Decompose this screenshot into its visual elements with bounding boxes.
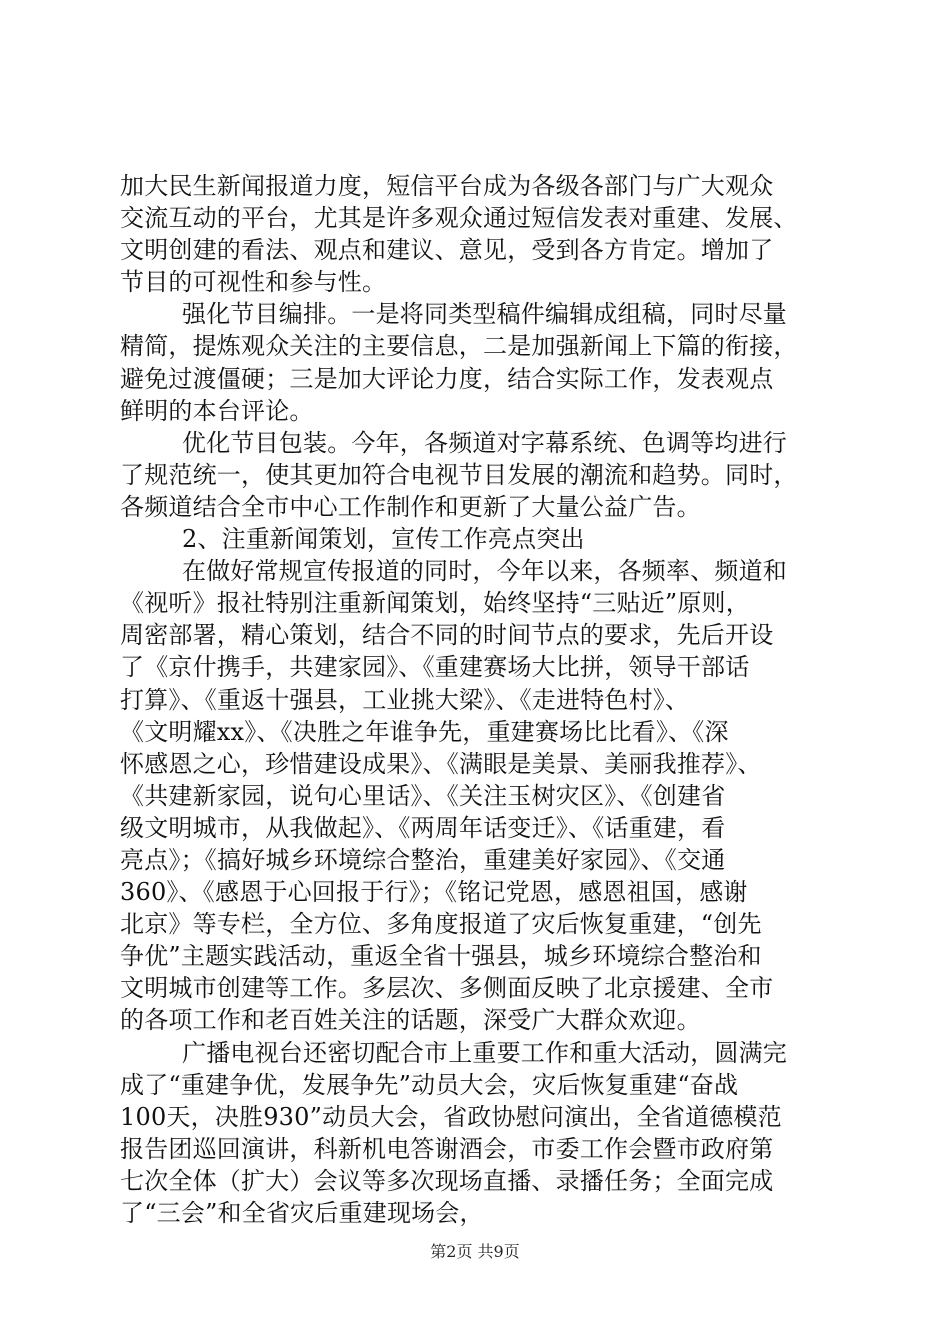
text-line: 交流互动的平台，尤其是许多观众通过短信发表对重建、发展、 <box>120 204 798 233</box>
text-line: 加大民生新闻报道力度，短信平台成为各级各部门与广大观众 <box>120 172 774 200</box>
text-line: 《共建新家园，说句心里话》、《关注玉树灾区》、《创建省 <box>120 781 726 810</box>
text-line: 争优”主题实践活动，重返全省十强县，城乡环境综合整治和 <box>120 942 762 971</box>
text-line: 文明城市创建等工作。多层次、多侧面反映了北京援建、全市 <box>120 974 774 1003</box>
paragraph-first-line: 在做好常规宣传报道的同时，今年以来，各频率、频道和 <box>182 557 787 586</box>
text-line: 亮点》；《搞好城乡环境综合整治，重建美好家园》、《交通 <box>120 845 726 874</box>
paragraph-first-line: 强化节目编排。一是将同类型稿件编辑成组稿，同时尽量 <box>182 300 787 329</box>
text-line: 了“三会”和全省灾后重建现场会， <box>120 1199 484 1227</box>
text-line: 各频道结合全市中心工作制作和更新了大量公益广告。 <box>120 492 701 521</box>
text-line: 了规范统一，使其更加符合电视节目发展的潮流和趋势。同时， <box>120 460 798 489</box>
text-line: 360》、《感恩于心回报于行》；《铭记党恩，感恩祖国，感谢 <box>120 878 748 907</box>
text-line: 避免过渡僵硬；三是加大评论力度，结合实际工作，发表观点 <box>120 364 774 393</box>
text-line: 周密部署，精心策划，结合不同的时间节点的要求，先后开设 <box>120 621 774 650</box>
text-line: 成了“重建争优，发展争先”动员大会，灾后恢复重建“奋战 <box>120 1070 739 1099</box>
text-line: 精简，提炼观众关注的主要信息，二是加强新闻上下篇的衔接， <box>120 332 798 361</box>
text-line: 100天，决胜930”动员大会，省政协慰问演出，全省道德模范 <box>120 1102 782 1131</box>
paragraph-first-line: 优化节目包装。今年，各频道对字幕系统、色调等均进行 <box>182 428 787 457</box>
text-line: 文明创建的看法、观点和建议、意见，受到各方肯定。增加了 <box>120 236 774 265</box>
text-line: 北京》等专栏，全方位、多角度报道了灾后恢复重建，“创先 <box>120 910 762 939</box>
text-line: 《文明耀xx》、《决胜之年谁争先，重建赛场比比看》、《深 <box>120 717 729 746</box>
section-heading: 2、注重新闻策划，宣传工作亮点突出 <box>182 525 585 554</box>
text-line: 级文明城市，从我做起》、《两周年话变迁》、《话重建，看 <box>120 813 726 842</box>
text-line: 节目的可视性和参与性。 <box>120 268 387 297</box>
text-line: 打算》、《重返十强县，工业挑大梁》、《走进特色村》、 <box>120 685 690 714</box>
paragraph-first-line: 广播电视台还密切配合市上重要工作和重大活动，圆满完 <box>182 1038 787 1067</box>
text-line: 鲜明的本台评论。 <box>120 396 314 425</box>
text-line: 了《京什携手，共建家园》、《重建赛场大比拼，领导干部话 <box>120 653 750 682</box>
text-line: 七次全体（扩大）会议等多次现场直播、录播任务；全面完成 <box>120 1166 774 1195</box>
text-line: 的各项工作和老百姓关注的话题，深受广大群众欢迎。 <box>120 1006 701 1035</box>
text-line: 怀感恩之心，珍惜建设成果》、《满眼是美景、美丽我推荐》、 <box>120 749 762 778</box>
page-number-label: 第2页 共9页 <box>430 1242 520 1261</box>
page-footer <box>0 1240 950 1264</box>
text-line: 《视听》报社特别注重新闻策划，始终坚持“三贴近”原则， <box>120 589 750 618</box>
text-line: 报告团巡回演讲，科新机电答谢酒会，市委工作会暨市政府第 <box>120 1134 774 1163</box>
body-text <box>120 170 836 1229</box>
